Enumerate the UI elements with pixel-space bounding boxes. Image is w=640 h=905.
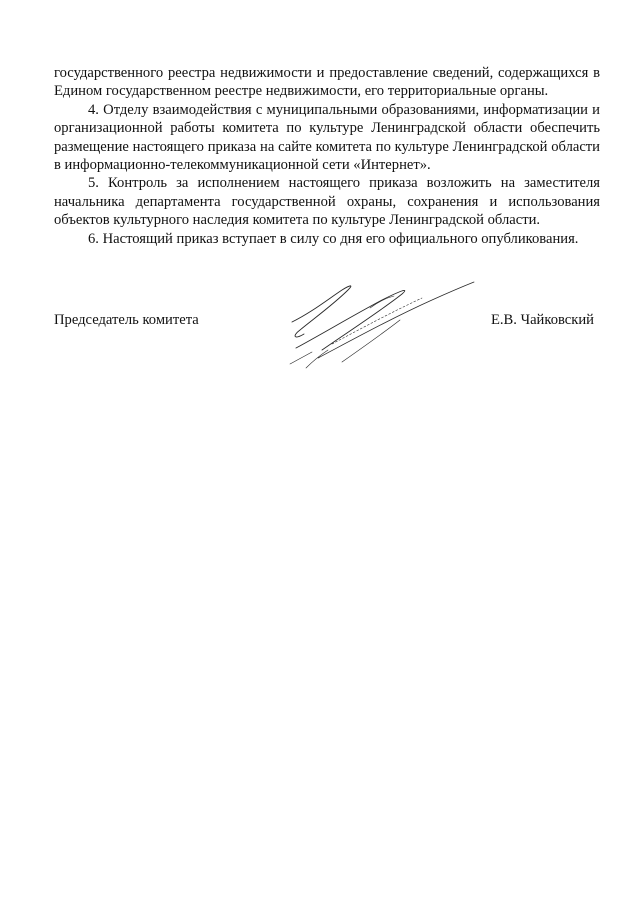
signature-block: [54, 312, 600, 382]
paragraph-item-6: 6. Настоящий приказ вступает в силу со дня его официального опубликования.: [88, 230, 579, 247]
paragraph-item-4: 4. Отделу взаимодействия с муниципальными образованиями, информатизации и организационной работы комитета по культуре Ленинградской области обеспечить размещение настоящего приказа на сайте комитета по культуре Ленинградской области в информационно-телекоммуникационной сети «Интернет».: [54, 101, 600, 174]
signatory-position: Председатель комитета: [54, 312, 199, 328]
document-body: [54, 64, 600, 248]
handwritten-signature-icon: [282, 278, 482, 374]
paragraph-item-5: 5. Контроль за исполнением настоящего приказа возложить на заместителя начальника департамента государственной охраны, сохранения и использования объектов культурного наследия комитета по культуре Ленинградской области.: [54, 175, 600, 229]
paragraph-continuation: государственного реестра недвижимости и предоставление сведений, содержащихся в Едином государственном реестре недвижимости, его территориальные органы.: [54, 65, 600, 100]
signatory-name: Е.В. Чайковский: [490, 312, 594, 328]
